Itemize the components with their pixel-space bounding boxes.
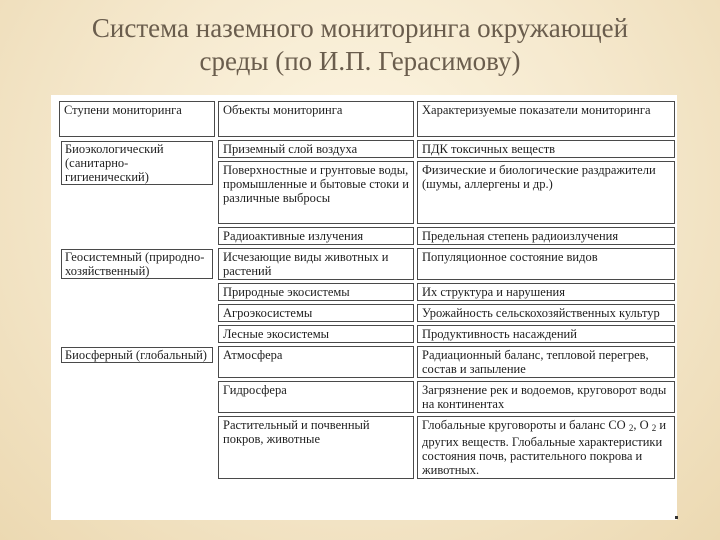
level-cell <box>59 140 215 245</box>
level-label: Биосферный (глобальный) <box>61 347 213 363</box>
table-header-row <box>59 101 675 137</box>
object-cell: Природные экосистемы <box>218 283 414 301</box>
table-edge-mark <box>675 516 678 519</box>
indicator-cell: Продуктивность насаждений <box>417 325 675 343</box>
indicator-cell: ПДК токсичных веществ <box>417 140 675 158</box>
indicator-text-b: , O <box>633 418 649 432</box>
table-row <box>59 346 675 378</box>
object-cell: Радиоактивные излучения <box>218 227 414 245</box>
header-level: Ступени мониторинга <box>59 101 215 137</box>
header-objects: Объекты мониторинга <box>218 101 414 137</box>
monitoring-table <box>56 98 678 482</box>
subscript-2: 2 <box>628 423 634 433</box>
object-cell: Растительный и почвенный покров, животные <box>218 416 414 479</box>
subscript-2: 2 <box>651 423 657 433</box>
table-row <box>59 140 675 158</box>
object-cell: Лесные экосистемы <box>218 325 414 343</box>
level-label: Геосистемный (природно-хозяйственный) <box>61 249 213 279</box>
level-cell <box>59 248 215 343</box>
object-cell: Атмосфера <box>218 346 414 378</box>
object-cell: Приземный слой воздуха <box>218 140 414 158</box>
object-cell: Гидросфера <box>218 381 414 413</box>
monitoring-table-panel <box>51 95 677 520</box>
indicator-cell: Урожайность сельскохозяйственных культур <box>417 304 675 322</box>
indicator-cell <box>417 416 675 479</box>
indicator-cell: Предельная степень радиоизлучения <box>417 227 675 245</box>
indicator-text-a: Глобальные круговороты и баланс CO <box>422 418 626 432</box>
title-line-2: среды (по И.П. Герасимову) <box>199 46 521 76</box>
indicator-cell: Их структура и нарушения <box>417 283 675 301</box>
object-cell: Исчезающие виды животных и растений <box>218 248 414 280</box>
indicator-cell: Загрязнение рек и водоемов, круговорот воды на континентах <box>417 381 675 413</box>
object-cell: Поверхностные и грунтовые воды, промышленные и бытовые стоки и различные выбросы <box>218 161 414 224</box>
indicator-cell: Физические и биологические раздражители (шумы, аллергены и др.) <box>417 161 675 224</box>
indicator-text-c: и других веществ. Глобальные характеристики состояния почв, растительного покрова и животных. <box>422 418 667 477</box>
indicator-cell: Популяционное состояние видов <box>417 248 675 280</box>
header-indicators: Характеризуемые показатели мониторинга <box>417 101 675 137</box>
indicator-cell: Радиационный баланс, тепловой перегрев, состав и запыление <box>417 346 675 378</box>
level-cell <box>59 346 215 479</box>
object-cell: Агроэкосистемы <box>218 304 414 322</box>
table-row <box>59 248 675 280</box>
slide-title <box>40 12 680 78</box>
level-label: Биоэкологический (санитарно-гигиенический) <box>61 141 213 185</box>
title-line-1: Система наземного мониторинга окружающей <box>91 13 629 43</box>
